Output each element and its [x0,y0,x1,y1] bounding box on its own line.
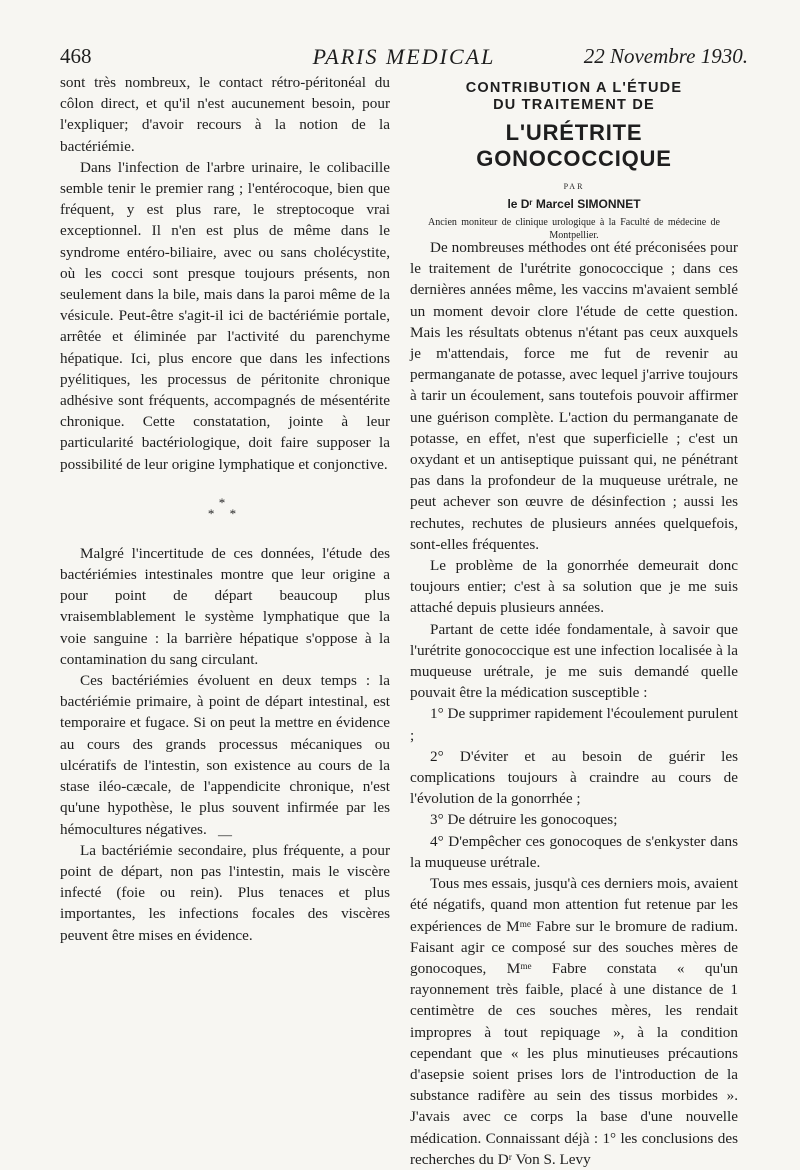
journal-title: PARIS MEDICAL [312,44,496,69]
list-item: 3° De détruire les gonocoques; [430,811,618,829]
list-item: 2° D'éviter et au besoin de guérir les complications toujours à craindre au cours de l'évolution de la gonorrhée ; [410,747,738,808]
article-title-line-1: CONTRIBUTION A L'ÉTUDE [465,80,683,96]
paragraph: La bactériémie secondaire, plus fréquente, a pour point de départ, non pas l'intestin, mais le viscère infecté (foie ou rein). Plus tenaces et plus importantes, les infections focales des viscères peuvent être mises en évidence. [60,841,390,944]
page-header [60,44,748,70]
byline-par: PAR [563,182,585,191]
list-item: 4° D'empêcher ces gonocoques de s'enkyster dans la muqueuse urétrale. [410,832,738,871]
paragraph: Malgré l'incertitude de ces données, l'étude des bactériémies intestinales montre que leur origine a pour point de départ beaucoup plus vraisemblablement le système lymphatique que la voie sanguine : la barrière hépatique s'oppose à la contamination du sang circulant. [60,544,390,668]
article-title-line-3: L'URÉTRITE GONOCOCCIQUE [476,120,672,171]
asterism-top: * [218,494,232,510]
section-asterism [60,494,390,521]
end-mark: — [218,828,232,843]
paragraph: Dans l'infection de l'arbre urinaire, le colibacille semble tenir le premier rang ; l'entérocoque, bien que fréquent, y est plus rare, le streptocoque vrai exceptionnel. Il n'en est plus de même dans le syndrome entéro-biliaire, avec ou sans cholécystite, où les cocci sont presque toujours présents, non seulement dans la bile, mais dans la paroi même de la vésicule. Peut-être s'agit-il ici de bactériémie portale, arrêtée et éliminée par l'activité du parenchyme hépatique. Ici, plus encore que dans les infections pyélitiques, les processus de péritonite chronique adhésive sont fréquents, accompagnés de mésentérite chronique. Cette constatation, jointe à leur particularité bactériologique, doit faire supposer la possibilité de leur origine lymphatique et conjonctive. [60,158,390,473]
paragraph: Le problème de la gonorrhée demeurait donc toujours entier; c'est à sa solution que je me suis attaché depuis plusieurs années. [410,557,738,617]
paragraph: Partant de cette idée fondamentale, à savoir que l'urétrite gonococcique est une infection localisée à la muqueuse urétrale, je me suis demandé quelle pouvait être la médication susceptible : [410,620,738,702]
list-item: 1° De supprimer rapidement l'écoulement purulent ; [410,705,738,744]
author-affiliation: Ancien moniteur de clinique urologique à la Faculté de médecine de Montpellier. [428,217,720,241]
article-author: le Dʳ Marcel SIMONNET [507,197,641,211]
paragraph: De nombreuses méthodes ont été préconisées pour le traitement de l'urétrite gonococcique ; dans ces dernières années même, les vaccins m'avaient semblé un moment devoir clore l'étude de cette question. Mais les résultats obtenus n'étant pas ceux auxquels je m'attendais, force me fut de revenir au permanganate de potasse, avec lequel j'arrive toujours à tarir un écoulement, sans toutefois pouvoir affirmer une guérison complète. L'action du permanganate de potasse, en effet, n'est que superficielle ; c'est un oxydant et un antiseptique puissant qui, ne pénétrant pas dans la profondeur de la muqueuse urétrale, ne peut achever son œuvre de désinfection ; aussi les rechutes, rechutes de plusieurs années quelquefois, sont-elles fréquentes. [410,239,738,553]
left-column [60,72,390,946]
paragraph: Ces bactériémies évoluent en deux temps : la bactériémie primaire, à point de départ intestinal, est temporaire et fugace. Si on peut la mettre en évidence au cours des grands processus mécaniques ou ulcératifs de l'intestin, son existence au cours de la stase iléo-cæcale, de l'appendicite chronique, n'est qu'une hypothèse, le plus souvent infirmée par les hémocultures négatives. [60,672,390,838]
article-title-line-2: DU TRAITEMENT DE [493,97,655,113]
article-heading [410,80,738,242]
page-number: 468 [60,44,92,68]
issue-date: 22 Novembre 1930. [583,44,748,68]
right-column [410,237,738,1170]
paragraph: Tous mes essais, jusqu'à ces derniers mois, avaient été négatifs, quand mon attention fut retenue par les expériences de Mᵐᵉ Fabre sur le bromure de radium. Faisant agir ce composé sur des souches mères de gonocoques, Mᵐᵉ Fabre constata « qu'un rayonnement très faible, placé à une distance de 1 centimètre de ces souches mères, les rendait impropres à tout repiquage », à la condition cependant que « les plus minutieuses précautions d'asepsie soient prises lors de l'introduction de la substance radifère au sein des tissus morbides ». J'avais avec ce corps la base d'une nouvelle médication. Connaissant déjà : 1° les conclusions des recherches du Dʳ Von S. Levy [410,875,738,1168]
paragraph: sont très nombreux, le contact rétro-péritonéal du côlon direct, et qu'il n'est aucunement besoin, pour l'expliquer; d'avoir recours à la notion de la bactériémie. [60,74,390,155]
asterism-bottom: * * [207,505,243,521]
